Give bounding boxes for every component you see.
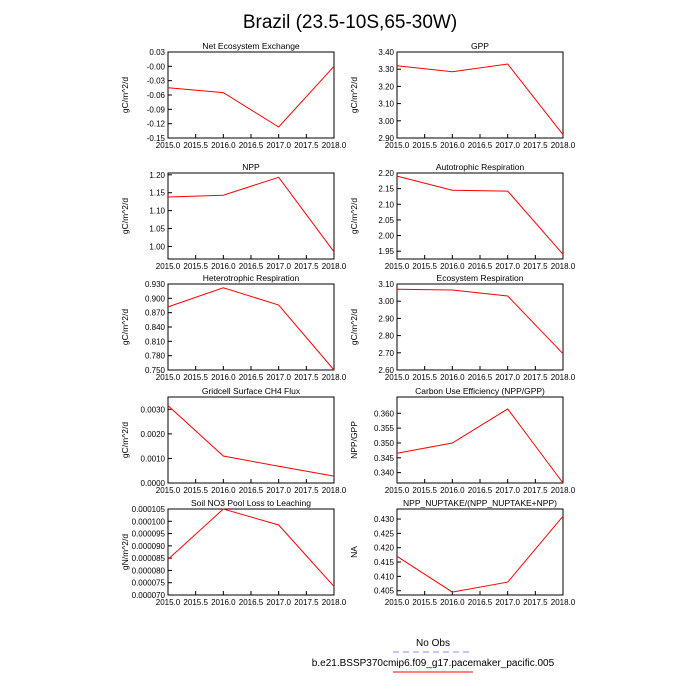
panel-title: Ecosystem Respiration bbox=[436, 273, 524, 283]
y-tick-label: 2.70 bbox=[378, 348, 394, 358]
y-tick-label: 3.10 bbox=[378, 280, 394, 289]
x-tick-label: 2016.5 bbox=[467, 141, 493, 150]
y-axis-label: gC/m^2/d bbox=[349, 197, 359, 235]
y-tick-label: 0.930 bbox=[144, 280, 165, 289]
y-axis-label: gC/m^2/d bbox=[120, 76, 130, 114]
x-tick-label: 2016.5 bbox=[238, 141, 264, 150]
panel-7 bbox=[349, 386, 576, 495]
x-tick-label: 2017.5 bbox=[294, 598, 319, 607]
y-axis-label: NA bbox=[349, 546, 359, 558]
x-tick-label: 2018.0 bbox=[550, 141, 576, 150]
x-tick-label: 2015.5 bbox=[412, 486, 437, 495]
x-tick-label: 2018.0 bbox=[550, 373, 576, 382]
x-tick-label: 2017.0 bbox=[266, 486, 291, 495]
plot-frame bbox=[168, 397, 334, 483]
panel-6 bbox=[120, 386, 347, 495]
y-axis-label: NPP/GPP bbox=[349, 421, 359, 459]
y-tick-label: 1.10 bbox=[149, 206, 165, 216]
y-tick-label: 0.000095 bbox=[131, 529, 165, 539]
x-tick-label: 2016.5 bbox=[238, 598, 264, 607]
x-tick-label: 2015.0 bbox=[384, 598, 410, 607]
y-tick-label: 0.0030 bbox=[140, 405, 165, 415]
x-tick-label: 2015.5 bbox=[412, 141, 437, 150]
y-tick-label: 0.425 bbox=[373, 529, 394, 539]
y-tick-label: -0.06 bbox=[146, 91, 165, 100]
y-tick-label: 0.430 bbox=[373, 515, 394, 525]
panel-title: GPP bbox=[471, 41, 489, 51]
plot-frame bbox=[397, 397, 563, 483]
y-tick-label: 2.90 bbox=[378, 314, 394, 324]
y-tick-label: 2.15 bbox=[378, 184, 394, 194]
x-tick-label: 2015.0 bbox=[384, 262, 410, 271]
y-tick-label: -0.12 bbox=[146, 119, 165, 129]
x-tick-label: 2018.0 bbox=[321, 486, 347, 495]
series-line bbox=[397, 516, 563, 592]
series-line bbox=[168, 288, 334, 370]
y-axis-label: gN/m^2/d bbox=[120, 533, 130, 571]
figure-title: Brazil (23.5-10S,65-30W) bbox=[242, 12, 458, 33]
series-line bbox=[168, 66, 334, 127]
y-tick-label: -0.00 bbox=[146, 62, 165, 72]
x-tick-label: 2015.5 bbox=[412, 373, 437, 382]
x-tick-label: 2017.5 bbox=[294, 373, 319, 382]
x-tick-label: 2015.0 bbox=[155, 373, 181, 382]
x-tick-label: 2016.0 bbox=[211, 141, 236, 150]
x-tick-label: 2017.5 bbox=[294, 141, 319, 150]
y-axis-label: gC/m^2/d bbox=[349, 308, 359, 346]
x-tick-label: 2015.0 bbox=[155, 486, 181, 495]
panel-title: Carbon Use Efficiency (NPP/GPP) bbox=[415, 386, 545, 396]
y-tick-label: 0.000080 bbox=[131, 566, 165, 576]
series-line bbox=[168, 177, 334, 252]
x-tick-label: 2015.5 bbox=[183, 598, 208, 607]
y-axis-label: gC/m^2/d bbox=[349, 76, 359, 114]
x-tick-label: 2017.0 bbox=[495, 262, 520, 271]
x-tick-label: 2018.0 bbox=[550, 262, 576, 271]
y-tick-label: 0.405 bbox=[373, 586, 394, 596]
x-tick-label: 2016.0 bbox=[211, 486, 236, 495]
panels bbox=[120, 41, 576, 607]
x-tick-label: 2016.0 bbox=[211, 373, 236, 382]
y-tick-label: 0.900 bbox=[144, 294, 165, 304]
x-tick-label: 2017.0 bbox=[266, 598, 291, 607]
panel-title: NPP bbox=[242, 162, 260, 172]
x-tick-label: 2015.0 bbox=[384, 373, 410, 382]
series-line bbox=[397, 64, 563, 135]
legend-obs-label: No Obs bbox=[416, 638, 450, 649]
x-tick-label: 2016.0 bbox=[211, 262, 236, 271]
panel-title: Gridcell Surface CH4 Flux bbox=[201, 386, 301, 396]
series-line bbox=[168, 509, 334, 586]
series-line bbox=[168, 406, 334, 477]
x-tick-label: 2015.0 bbox=[155, 598, 181, 607]
x-tick-label: 2016.0 bbox=[440, 262, 465, 271]
x-tick-label: 2017.5 bbox=[294, 486, 319, 495]
y-tick-label: 3.20 bbox=[378, 82, 394, 92]
x-tick-label: 2017.0 bbox=[266, 141, 291, 150]
x-tick-label: 2017.0 bbox=[495, 598, 520, 607]
y-tick-label: 0.410 bbox=[373, 572, 394, 582]
x-tick-label: 2016.5 bbox=[238, 486, 264, 495]
x-tick-label: 2017.5 bbox=[294, 262, 319, 271]
panel-4 bbox=[120, 273, 347, 382]
plot-frame bbox=[397, 173, 563, 259]
y-tick-label: 2.00 bbox=[378, 231, 394, 241]
y-tick-label: 0.840 bbox=[144, 323, 165, 332]
y-tick-label: 2.60 bbox=[378, 366, 394, 375]
x-tick-label: 2016.5 bbox=[238, 373, 264, 382]
x-tick-label: 2016.5 bbox=[238, 262, 264, 271]
y-tick-label: 3.10 bbox=[378, 99, 394, 109]
y-tick-label: 1.95 bbox=[378, 247, 394, 257]
y-tick-label: 1.00 bbox=[149, 242, 165, 252]
series-line bbox=[397, 176, 563, 254]
y-axis-label: gC/m^2/d bbox=[120, 421, 130, 459]
panel-0 bbox=[120, 41, 347, 150]
y-tick-label: 0.810 bbox=[144, 337, 165, 347]
plot-frame bbox=[168, 509, 334, 595]
y-tick-label: 0.345 bbox=[373, 453, 394, 463]
x-tick-label: 2015.0 bbox=[155, 141, 181, 150]
x-tick-label: 2018.0 bbox=[321, 262, 347, 271]
y-tick-label: 0.03 bbox=[149, 48, 165, 57]
y-tick-label: 0.000085 bbox=[131, 554, 165, 564]
panel-2 bbox=[120, 162, 347, 271]
y-tick-label: 0.000105 bbox=[131, 505, 165, 514]
y-tick-label: 0.000070 bbox=[131, 591, 165, 600]
x-tick-label: 2016.5 bbox=[467, 598, 493, 607]
y-tick-label: 3.40 bbox=[378, 48, 394, 57]
plot-frame bbox=[397, 52, 563, 138]
y-tick-label: 0.750 bbox=[144, 366, 165, 375]
y-tick-label: 2.20 bbox=[378, 169, 394, 178]
x-tick-label: 2018.0 bbox=[550, 598, 576, 607]
y-tick-label: 1.20 bbox=[149, 170, 165, 180]
y-tick-label: 0.0010 bbox=[140, 454, 165, 464]
series-line bbox=[397, 289, 563, 354]
y-tick-label: 0.0000 bbox=[140, 479, 165, 488]
y-tick-label: -0.15 bbox=[146, 134, 165, 143]
legend bbox=[312, 638, 555, 672]
panel-3 bbox=[349, 162, 576, 271]
y-tick-label: 0.0020 bbox=[140, 429, 165, 439]
y-tick-label: 0.870 bbox=[144, 308, 165, 318]
series-line bbox=[397, 409, 563, 483]
x-tick-label: 2017.0 bbox=[266, 262, 291, 271]
y-tick-label: 0.420 bbox=[373, 543, 394, 553]
x-tick-label: 2015.5 bbox=[412, 262, 437, 271]
y-tick-label: 0.415 bbox=[373, 558, 394, 568]
y-tick-label: 3.00 bbox=[378, 116, 394, 126]
x-tick-label: 2015.0 bbox=[155, 262, 181, 271]
x-tick-label: 2015.0 bbox=[384, 141, 410, 150]
plot-frame bbox=[397, 509, 563, 595]
y-tick-label: 1.05 bbox=[149, 224, 165, 234]
panel-1 bbox=[349, 41, 576, 150]
panel-9 bbox=[349, 498, 576, 607]
plot-frame bbox=[168, 52, 334, 138]
y-tick-label: 0.340 bbox=[373, 468, 394, 478]
y-tick-label: 2.80 bbox=[378, 331, 394, 341]
panel-title: Soil NO3 Pool Loss to Leaching bbox=[190, 498, 312, 508]
y-tick-label: 0.355 bbox=[373, 424, 394, 434]
y-tick-label: 2.90 bbox=[378, 134, 394, 143]
y-tick-label: 0.000090 bbox=[131, 541, 165, 551]
y-tick-label: 0.000100 bbox=[131, 517, 165, 527]
panel-title: Net Ecosystem Exchange bbox=[202, 41, 300, 51]
legend-model-label: b.e21.BSSP370cmip6.f09_g17.pacemaker_pacific.005 bbox=[311, 658, 555, 669]
x-tick-label: 2017.0 bbox=[495, 486, 520, 495]
x-tick-label: 2018.0 bbox=[321, 373, 347, 382]
y-tick-label: 0.780 bbox=[144, 351, 165, 361]
x-tick-label: 2015.5 bbox=[183, 262, 208, 271]
x-tick-label: 2016.5 bbox=[467, 373, 493, 382]
x-tick-label: 2016.0 bbox=[440, 598, 465, 607]
x-tick-label: 2015.5 bbox=[183, 141, 208, 150]
x-tick-label: 2018.0 bbox=[321, 598, 347, 607]
panel-title: NPP_NUPTAKE/(NPP_NUPTAKE+NPP) bbox=[403, 498, 557, 508]
y-tick-label: -0.03 bbox=[146, 76, 165, 86]
panel-title: Heterotrophic Respiration bbox=[202, 273, 300, 283]
y-tick-label: 0.000075 bbox=[131, 578, 165, 588]
x-tick-label: 2016.5 bbox=[467, 262, 493, 271]
x-tick-label: 2018.0 bbox=[550, 486, 576, 495]
x-tick-label: 2017.5 bbox=[523, 598, 548, 607]
y-tick-label: 1.15 bbox=[149, 188, 165, 198]
panel-8 bbox=[120, 498, 347, 607]
y-tick-label: 0.360 bbox=[373, 409, 394, 419]
y-tick-label: 0.350 bbox=[373, 438, 394, 448]
y-tick-label: 3.30 bbox=[378, 65, 394, 75]
y-tick-label: -0.09 bbox=[146, 105, 165, 115]
x-tick-label: 2015.5 bbox=[412, 598, 437, 607]
x-tick-label: 2017.5 bbox=[523, 486, 548, 495]
y-tick-label: 2.05 bbox=[378, 215, 394, 225]
x-tick-label: 2017.0 bbox=[495, 373, 520, 382]
panel-title: Autotrophic Respiration bbox=[435, 162, 525, 172]
panel-5 bbox=[349, 273, 576, 382]
y-axis-label: gC/m^2/d bbox=[120, 308, 130, 346]
x-tick-label: 2016.0 bbox=[440, 141, 465, 150]
x-tick-label: 2015.0 bbox=[384, 486, 410, 495]
x-tick-label: 2016.5 bbox=[467, 486, 493, 495]
y-axis-label: gC/m^2/d bbox=[120, 197, 130, 235]
x-tick-label: 2018.0 bbox=[321, 141, 347, 150]
x-tick-label: 2016.0 bbox=[211, 598, 236, 607]
x-tick-label: 2017.5 bbox=[523, 141, 548, 150]
x-tick-label: 2017.0 bbox=[266, 373, 291, 382]
y-tick-label: 2.10 bbox=[378, 200, 394, 210]
x-tick-label: 2017.5 bbox=[523, 262, 548, 271]
x-tick-label: 2016.0 bbox=[440, 373, 465, 382]
x-tick-label: 2015.5 bbox=[183, 486, 208, 495]
x-tick-label: 2017.5 bbox=[523, 373, 548, 382]
y-tick-label: 3.00 bbox=[378, 297, 394, 307]
x-tick-label: 2015.5 bbox=[183, 373, 208, 382]
x-tick-label: 2017.0 bbox=[495, 141, 520, 150]
x-tick-label: 2016.0 bbox=[440, 486, 465, 495]
